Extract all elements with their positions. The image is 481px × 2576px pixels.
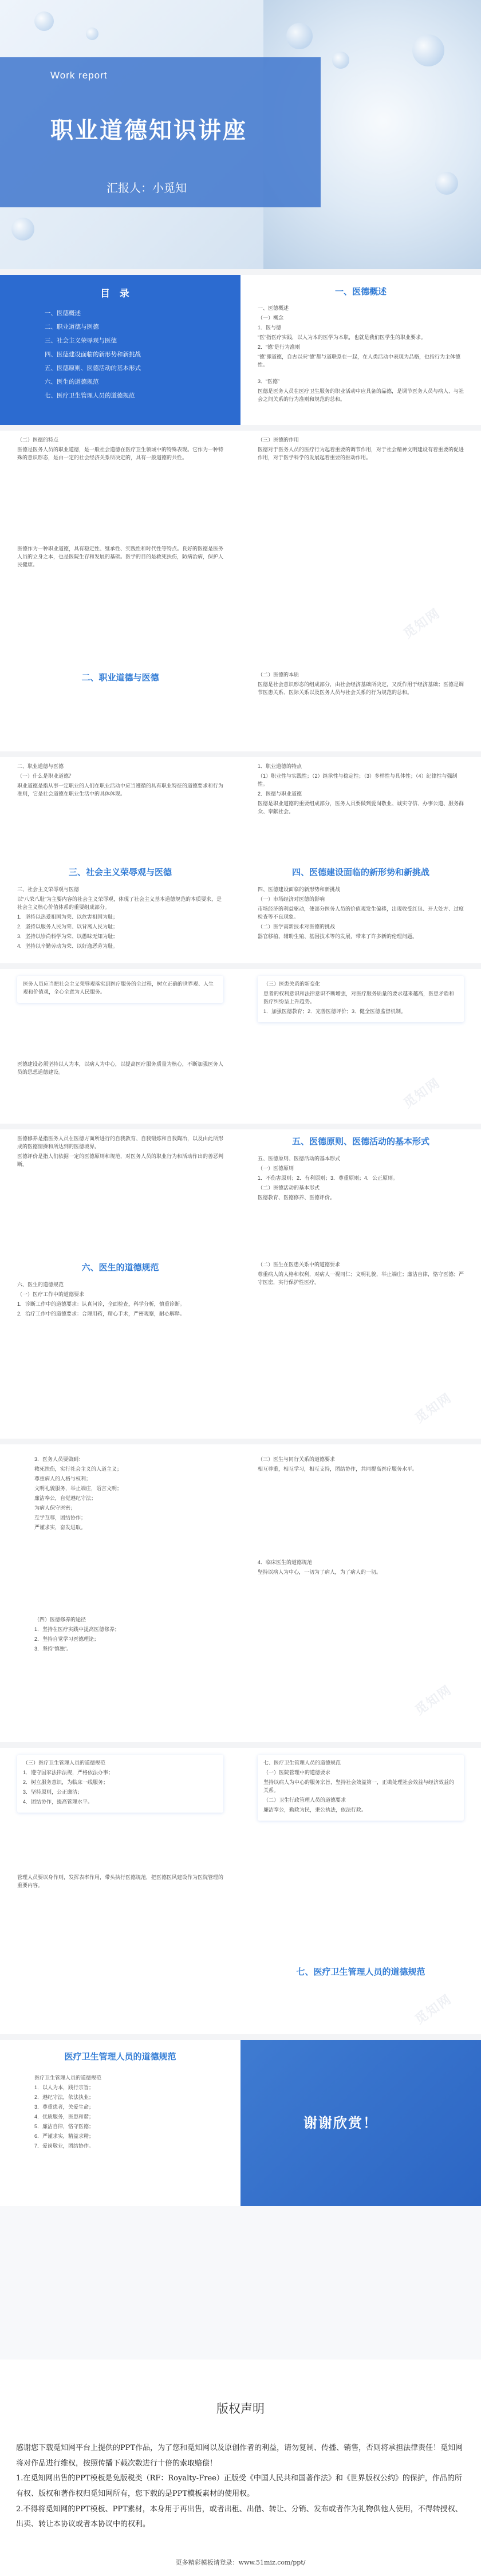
paragraph-line: （二）医德的本质 xyxy=(258,672,299,678)
slide-separator xyxy=(0,1439,481,1444)
paragraph-line: （1）职业性与实践性；（2）继承性与稳定性；（3）多样性与具体性；（4）纪律性与强制性。 xyxy=(258,773,458,787)
text-block xyxy=(17,1281,223,1320)
thanks-panel xyxy=(240,2040,481,2206)
paragraph-line: 医务人员应当把社会主义荣辱观落实到医疗服务的全过程，树立正确的世界观、人生观和价值观，全心全意为人民服务。 xyxy=(23,981,214,995)
paragraph-line: 1．遵守国家法律法规，严格依法办事； xyxy=(23,1769,114,1775)
molecule-decoration xyxy=(412,34,444,66)
toc-item: 五、医德原则、医德活动的基本形式 xyxy=(45,365,141,372)
paragraph-line: 1．医与德 xyxy=(258,324,282,330)
text-block xyxy=(17,1874,223,1892)
section-title: 二、职业道德与医德 xyxy=(81,673,159,683)
section-title: 四、医德建设面临的新形势和新挑战 xyxy=(291,868,429,877)
molecule-decoration xyxy=(34,11,54,31)
molecule-decoration xyxy=(435,172,458,195)
toc-list xyxy=(45,306,141,403)
paragraph-line: （四）医德修养的途径 xyxy=(34,1617,86,1622)
molecule-decoration xyxy=(286,23,313,49)
paragraph-line: 二、职业道德与医德 xyxy=(17,763,64,769)
text-block xyxy=(17,1061,223,1078)
text-block xyxy=(17,1135,223,1171)
paragraph-line: （二）医德活动的基本形式 xyxy=(258,1184,320,1191)
paragraph-line: （一）医疗工作中的道德要求 xyxy=(17,1291,85,1297)
text-block xyxy=(258,1155,464,1204)
watermark: 觅知网 xyxy=(412,1390,455,1426)
paragraph-line: 4．团结协作，提高管理水平。 xyxy=(23,1798,93,1805)
text-block xyxy=(17,886,223,952)
paragraph-line: 2．树立服务意识，为临床一线服务； xyxy=(23,1779,109,1785)
paragraph-line: 为病人保守医密； xyxy=(34,1504,76,1511)
toc-slide xyxy=(0,275,481,425)
content-slide xyxy=(0,1129,481,1439)
paragraph-line: 六、医生的道德规范 xyxy=(17,1282,64,1287)
text-block xyxy=(258,436,464,464)
paragraph-line: 4．临床医生的道德规范 xyxy=(258,1559,313,1565)
paragraph-line: 患者的权利意识和法律意识不断增强，对医疗服务质量的要求越来越高，医患矛盾和医疗纠纷呈上升趋势。 xyxy=(263,990,455,1005)
paragraph-line: 6．严谨求实，精益求精； xyxy=(34,2133,94,2139)
slide-separator xyxy=(0,425,481,431)
text-card xyxy=(258,976,464,1022)
paragraph-line: （一）概念 xyxy=(258,314,284,321)
paragraph-line: 3．医务人员要做到： xyxy=(34,1456,84,1462)
section-title: 三、社会主义荣辱观与医德 xyxy=(68,868,172,877)
paragraph-line: 1．加强医德教育；2．完善医德评价；3．健全医德监督机制。 xyxy=(263,1008,407,1014)
paragraph-line: 救死扶伤，实行社会主义的人道主义； xyxy=(34,1466,123,1472)
paragraph-line: “医”指医疗实践，以人为本的医学为本职，也就是我们医学生的职业要求。 xyxy=(258,334,426,340)
paragraph-line: 5．廉洁自律，恪守医德； xyxy=(34,2123,94,2129)
copyright-slide xyxy=(0,2360,481,2576)
paragraph-line: 互学互尊，团结协作； xyxy=(34,1514,86,1521)
paragraph-line: 1．诊断工作中的道德要求：认真问诊，全面检查，科学分析，慎重诊断。 xyxy=(17,1301,186,1307)
paragraph-line: （三）医德的作用 xyxy=(258,437,299,443)
watermark: 觅知网 xyxy=(400,1075,443,1111)
text-card xyxy=(17,976,223,1003)
paragraph-line: （三）医生与同行关系的道德要求 xyxy=(258,1456,336,1462)
text-card xyxy=(258,1755,464,1821)
paragraph-line: 医德是职业道德的重要组成部分，医务人员要做到爱岗敬业、诚实守信、办事公道、服务群众、奉献社会。 xyxy=(258,800,464,814)
paragraph-line: 1．职业道德的特点 xyxy=(258,763,302,769)
paragraph-line: 器官移植、辅助生殖、基因技术等的发展，带来了许多新的伦理问题。 xyxy=(258,933,418,939)
paragraph-line: 相互尊重，相互学习，相互支持，团结协作，共同提高医疗服务水平。 xyxy=(258,1466,418,1472)
paragraph-line: 文明礼貌服务，举止端庄，语言文明； xyxy=(34,1485,123,1491)
copyright-body xyxy=(16,2441,468,2532)
paragraph-line: 医德修养是指医务人员在医德方面所进行的自我教育、自我锻炼和自我陶冶，以及由此所形成的医德情操和所达到的医德境界。 xyxy=(17,1136,224,1149)
paragraph-line: （二）医德的特点 xyxy=(17,437,59,443)
toc-item: 四、医德建设面临的新形势和新挑战 xyxy=(45,351,141,358)
paragraph-line: （一）什么是职业道德？ xyxy=(17,773,74,779)
paragraph-line: 3．坚持原则，公正廉洁； xyxy=(23,1789,83,1795)
paragraph-line: 坚持以病人为中心，一切为了病人，为了病人的一切。 xyxy=(258,1569,382,1575)
paragraph-line: 以“八荣八耻”为主要内容的社会主义荣辱观，体现了社会主义基本道德规范的本质要求，是社会主义核心价值体系的重要组成部分。 xyxy=(17,896,222,910)
paragraph-line: 2．“德”是行为准则 xyxy=(258,344,300,350)
content-slide xyxy=(0,1444,481,1742)
paragraph-line: （一）市场经济对医德的影响 xyxy=(258,896,325,902)
paragraph-line: （一）医德原则 xyxy=(258,1165,294,1171)
paragraph-line: 坚持以病人为中心的服务宗旨，坚持社会效益第一，正确处理社会效益与经济效益的关系。 xyxy=(263,1779,455,1793)
paragraph-line: 廉洁奉公，自觉遵纪守法； xyxy=(34,1495,97,1501)
content-slide xyxy=(0,969,481,1124)
copyright-paragraph: 感谢您下载觅知网平台上提供的PPT作品，为了您和觅知网以及原创作者的利益，请勿复制、传播、销售，否则将承担法律责任！觅知网将对作品进行维权，按照传播下载次数进行十倍的索取赔偿！ xyxy=(16,2444,463,2468)
slide-separator xyxy=(0,751,481,757)
paragraph-line: 职业道德是指从事一定职业的人们在职业活动中应当遵循的具有职业特征的道德要求和行为准则，它是社会道德在职业生活中的具体体现。 xyxy=(17,782,224,797)
paragraph-line: 2．遵纪守法，依法执业； xyxy=(34,2094,94,2100)
content-slide xyxy=(0,757,481,963)
paragraph-line: 医德是社会意识形态的组成部分，由社会经济基础所决定，又反作用于经济基础；医德是调节医患关系、医际关系以及医务人员与社会关系的行为规范的总和。 xyxy=(258,681,464,695)
section-title: 六、医生的道德规范 xyxy=(81,1263,159,1273)
copyright-paragraph: 1.在觅知网出售的PPT模板是免版税类（RF：Royalty-Free）正版受《中国人民共和国著作法》和《世界版权公约》的保护，作品的所有权、版权和著作权归觅知网所有，您下载的是PPT模板素材的使用权。 xyxy=(16,2474,462,2498)
paragraph-line: 2．坚持自觉学习医德理论； xyxy=(34,1636,100,1642)
text-block xyxy=(258,671,464,699)
paragraph-line: 尊重病人的人格与权利； xyxy=(34,1475,92,1482)
text-block xyxy=(258,378,464,405)
paragraph-line: 严谨求实，奋发进取。 xyxy=(34,1524,86,1530)
paragraph-line: （三）医患关系的新变化 xyxy=(263,981,321,987)
toc-item: 一、医德概述 xyxy=(45,310,81,317)
paragraph-line: 四、医德建设面临的新形势和新挑战 xyxy=(258,887,341,892)
paragraph-line: 3．“医德” xyxy=(258,379,279,384)
paragraph-line: （二）医生在医患关系中的道德要求 xyxy=(258,1262,341,1267)
paragraph-line: 1．坚持以热爱祖国为荣、以危害祖国为耻； xyxy=(17,913,119,920)
paragraph-line: 市场经济的利益驱动，使部分医务人员的价值观发生偏移，出现收受红包、开大处方、过度检查等不良现象。 xyxy=(258,905,464,920)
summary-panel xyxy=(0,2040,240,2206)
toc-title: 目 录 xyxy=(100,288,133,299)
paragraph-line: 医德建设必须坚持以人为本，以病人为中心，以提高医疗服务质量为核心，不断加强医务人员的思想道德建设。 xyxy=(17,1061,224,1075)
text-card xyxy=(17,1755,223,1813)
copyright-title: 版权声明 xyxy=(216,2402,265,2416)
paragraph-line: 4．优质服务，医患和谐； xyxy=(34,2113,94,2120)
toc-panel xyxy=(0,275,240,425)
slide-separator xyxy=(0,963,481,969)
paragraph-line: 医德对于医务人员的医疗行为起着重要的调节作用，对于社会精神文明建设有着重要的促进作用，对于医学科学的发展起着重要的推动作用。 xyxy=(258,446,464,460)
paragraph-line: 医德评价是指人们依据一定的医德原则和规范，对医务人员的职业行为和活动作出的善恶判断。 xyxy=(17,1153,224,1167)
paragraph-line: 医德教育、医德修养、医德评价。 xyxy=(258,1194,336,1200)
content-slide xyxy=(0,431,481,751)
paragraph-line: 3．坚持以崇尚科学为荣、以愚昧无知为耻； xyxy=(17,933,119,939)
text-block xyxy=(258,763,464,818)
text-block xyxy=(17,436,223,464)
text-block xyxy=(34,1616,218,1655)
slide-separator xyxy=(0,1742,481,1748)
watermark: 觅知网 xyxy=(412,1682,455,1718)
section-title: 七、医疗卫生管理人员的道德规范 xyxy=(296,1967,425,1977)
paragraph-line: （二）卫生行政管理人员的道德要求 xyxy=(263,1797,346,1803)
cover-reporter: 汇报人：小觅知 xyxy=(107,182,187,195)
paragraph-line: 廉洁奉公，勤政为民，秉公执法，依法行政。 xyxy=(263,1806,367,1813)
molecule-decoration xyxy=(11,218,34,241)
slide-separator xyxy=(0,1124,481,1129)
paragraph-line: 医疗卫生管理人员的道德规范 xyxy=(34,2075,102,2081)
toc-item: 六、医生的道德规范 xyxy=(45,379,99,385)
text-block xyxy=(258,1261,464,1289)
text-block xyxy=(34,2074,218,2152)
paragraph-line: 1．坚持在医疗实践中提高医德修养； xyxy=(34,1626,120,1632)
more-templates-link[interactable]: 更多精彩模板请登录：www.51miz.com/ppt/ xyxy=(175,2559,306,2566)
text-block xyxy=(258,305,464,371)
text-block xyxy=(258,886,464,943)
text-block xyxy=(258,1559,464,1578)
slide-separator xyxy=(0,2206,481,2360)
paragraph-line: 2．医德与职业道德 xyxy=(258,790,302,797)
cover-slide xyxy=(0,0,481,269)
molecule-decoration xyxy=(86,27,98,40)
paragraph-line: 尊重病人的人格和权利，对病人一视同仁；文明礼貌，举止端庄；廉洁自律，恪守医德；严守医密，实行保护性医疗。 xyxy=(258,1271,464,1285)
section-title: 医疗卫生管理人员的道德规范 xyxy=(64,2052,176,2062)
molecule-decoration xyxy=(332,52,349,69)
cover-title: 职业道德知识讲座 xyxy=(50,118,247,143)
paragraph-line: 医德作为一种职业道德，具有稳定性、继承性、实践性和时代性等特点。良好的医德是医务人员的立身之本，也是医院生存和发展的基础。医学的目的是救死扶伤，防病治病，保护人民健康。 xyxy=(17,546,224,568)
paragraph-line: 1．不伤害原则；2．有利原则；3．尊重原则；4．公正原则。 xyxy=(258,1175,399,1181)
text-block xyxy=(34,1456,218,1534)
paragraph-line: 医德是医务人员在医疗卫生服务的职业活动中应具备的品德，是调节医务人员与病人、与社会之间关系的行为准则和规范的总和。 xyxy=(258,388,464,402)
paragraph-line: 管理人员要以身作则，发挥表率作用，带头执行医德规范，把医德医风建设作为医院管理的重要内容。 xyxy=(17,1874,224,1888)
cover-label: Work report xyxy=(50,70,108,81)
content-slide xyxy=(0,1748,481,2034)
paragraph-line: 4．坚持以辛勤劳动为荣、以好逸恶劳为耻。 xyxy=(17,943,119,949)
paragraph-line: （二）医学高新技术对医德的挑战 xyxy=(258,923,336,929)
paragraph-line: 7．爱岗敬业，团结协作。 xyxy=(34,2142,94,2149)
paragraph-line: 2．治疗工作中的道德要求：合理用药，精心手术，严密观察，耐心解释。 xyxy=(17,1310,186,1317)
slide-separator xyxy=(0,269,481,275)
paragraph-line: （一）医院管理中的道德要求 xyxy=(263,1769,331,1775)
section-title: 一、医德概述 xyxy=(334,287,387,297)
thanks-slide xyxy=(0,2040,481,2206)
paragraph-line: 1．以人为本，践行宗旨； xyxy=(34,2084,94,2090)
paragraph-line: 七、医疗卫生管理人员的道德规范 xyxy=(263,1760,341,1766)
paragraph-line: 3．尊重患者，关爱生命； xyxy=(34,2104,94,2110)
paragraph-line: 三、社会主义荣辱观与医德 xyxy=(17,887,80,892)
paragraph-line: “德”即道德，自古以来“德”都与道联系在一起，在人类活动中表现为品格，也指行为主体德性。 xyxy=(258,353,460,368)
text-block xyxy=(258,1456,464,1475)
paragraph-line: 五、医德原则、医德活动的基本形式 xyxy=(258,1156,341,1161)
paragraph-line: 3．坚持“慎独”。 xyxy=(34,1645,72,1652)
slide-separator xyxy=(0,2034,481,2040)
text-block xyxy=(17,545,223,571)
watermark: 觅知网 xyxy=(400,605,443,641)
section-title: 五、医德原则、医德活动的基本形式 xyxy=(291,1137,429,1147)
paragraph-line: 2．坚持以服务人民为荣、以背离人民为耻； xyxy=(17,923,119,929)
toc-item: 三、社会主义荣辱观与医德 xyxy=(45,337,117,344)
toc-item: 七、医疗卫生管理人员的道德规范 xyxy=(45,392,135,399)
watermark: 觅知网 xyxy=(412,1991,455,2027)
text-block xyxy=(17,763,223,800)
paragraph-line: （三）医疗卫生管理人员的道德规范 xyxy=(23,1760,106,1766)
thanks-text: 谢谢欣赏！ xyxy=(303,2116,378,2131)
copyright-paragraph: 2.不得将觅知网的PPT模板、PPT素材，本身用于再出售，或者出租、出借、转让、分销、发布或者作为礼物供他人使用，不得转授权、出卖、转让本协议或者本协议中的权利。 xyxy=(16,2504,463,2529)
paragraph-line: 医德是医务人员的职业道德，是一般社会道德在医疗卫生领域中的特殊表现。它作为一种特殊的意识形态，是由一定的社会经济关系所决定的，具有一般道德的共性。 xyxy=(17,446,224,460)
toc-item: 二、职业道德与医德 xyxy=(45,324,99,330)
paragraph-line: 一、医德概述 xyxy=(258,305,289,311)
